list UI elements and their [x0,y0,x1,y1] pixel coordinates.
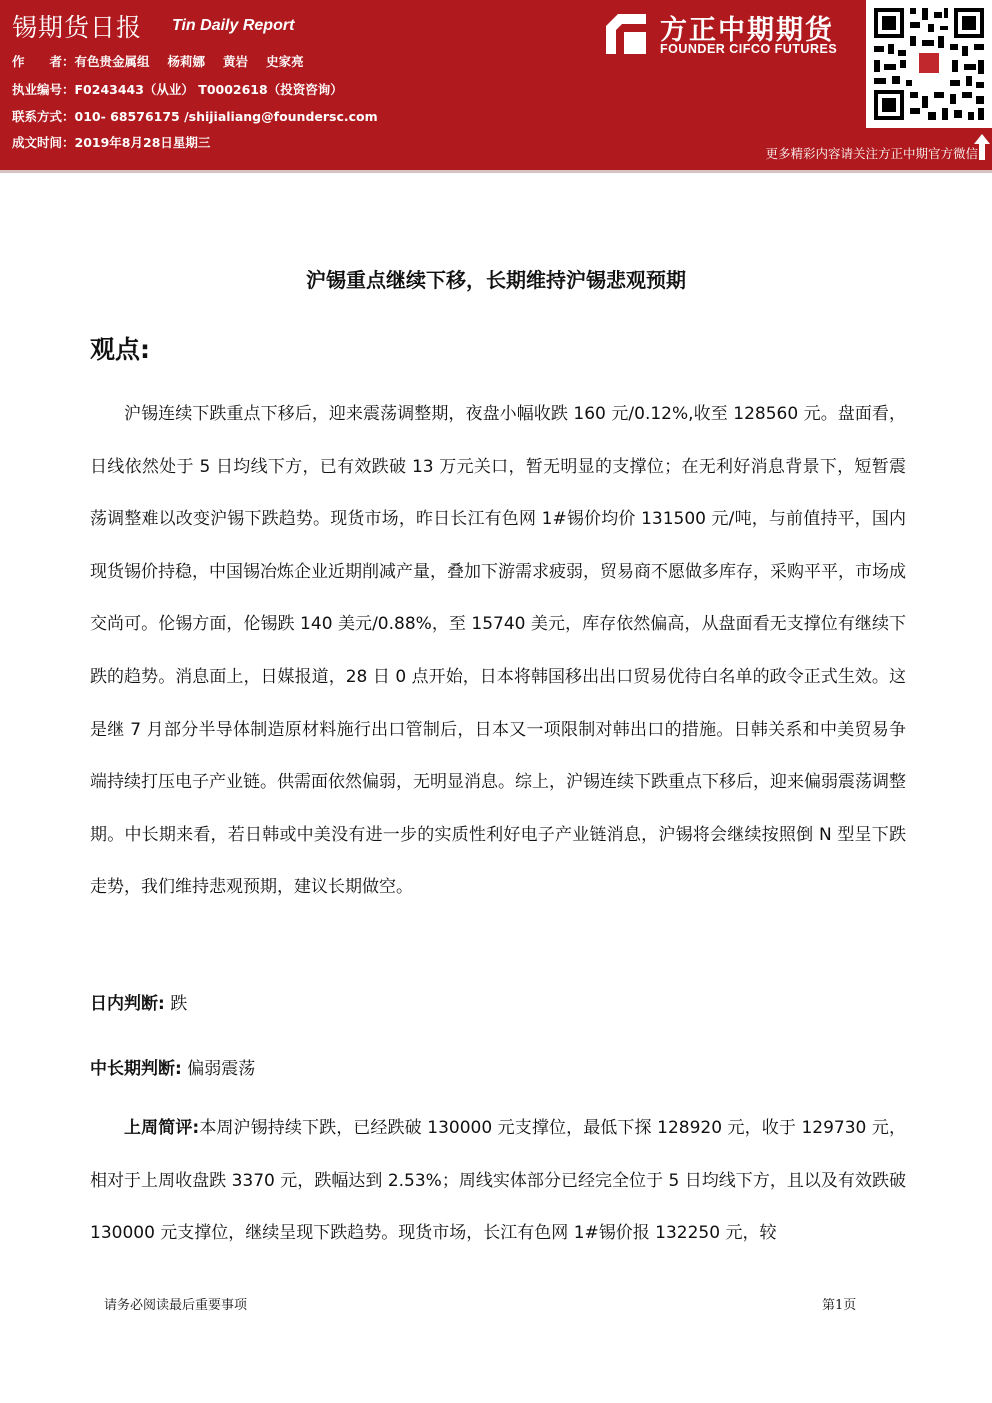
intraday-value: 跌 [170,994,188,1014]
qr-code-icon [866,0,992,128]
weekly-review-text: 本周沪锡持续下跌，已经跌破 130000 元支撑位，最低下探 128920 元，收于 129730 元，相对于上周收盘跌 3370 元，跌幅达到 2.53%；周线实体部分已经完全位于 5 日均线下方，且以及有效跌破 130000 元支撑位，继续呈现下跌趋势。现货市场，长江有色网 1#锡价报 132250 元，较 [90,1118,906,1244]
weekly-review-label: 上周简评: [124,1118,200,1138]
company-logo [604,8,854,60]
author-label: 作 者： [12,54,75,69]
longterm-judgement [90,1054,255,1079]
authors-line [12,52,322,70]
follow-wechat-text: 更多精彩内容请关注方正中期官方微信 [765,146,978,161]
contact-value: 010- 68576175 /shijialiang@foundersc.com [74,109,378,124]
section-heading: 观点: [90,335,150,364]
author-1: 杨莉娜 [167,54,206,69]
author-2: 黄岩 [223,54,249,69]
document-title: 沪锡重点继续下移，长期维持沪锡悲观预期 [306,268,686,292]
arrow-up-icon [974,134,990,160]
page-number: 第1页 [822,1298,857,1313]
logo-text-cn: 方正中期期货 [660,15,834,46]
header-divider [0,170,992,173]
contact-label: 联系方式： [12,109,75,124]
intraday-label: 日内判断: [90,994,165,1014]
date-line [12,133,228,151]
license-line [12,80,361,98]
weekly-review-paragraph [90,1102,906,1260]
footer-notice: 请务必阅读最后重要事项 [104,1298,248,1313]
contact-line [12,107,396,125]
report-header [0,0,992,170]
intraday-judgement [90,989,187,1014]
report-title-cn: 锡期货日报 [12,13,143,42]
main-paragraph: 沪锡连续下跌重点下移后，迎来震荡调整期，夜盘小幅收跌 160 元/0.12%,收至 128560 元。盘面看，日线依然处于 5 日均线下方，已有效跌破 13 万元关口，暂无明显的支撑位；在无利好消息背景下，短暂震荡调整难以改变沪锡下跌趋势。现货市场，昨日长江有色网 1#锡价均价 131500 元/吨，与前值持平，国内现货锡价持稳，中国锡冶炼企业近期削减产量，叠加下游需求疲弱，贸易商不愿做多库存，采购平平，市场成交尚可。伦锡方面，伦锡跌 140 美元/0.88%，至 15740 美元，库存依然偏高，从盘面看无支撑位有继续下跌的趋势。消息面上，日媒报道，28 日 0 点开始，日本将韩国移出出口贸易优待白名单的政令正式生效。这是继 7 月部分半导体制造原材料施行出口管制后，日本又一项限制对韩出口的措施。日韩关系和中美贸易争端持续打压电子产业链。供需面依然偏弱，无明显消息。综上，沪锡连续下跌重点下移后，迎来偏弱震荡调整期。中长期来看，若日韩或中美没有进一步的实质性利好电子产业链消息，沪锡将会继续按照倒 N 型呈下跌走势，我们维持悲观预期，建议长期做空。 [90,404,906,898]
founder-logo-icon [604,12,648,56]
author-group: 有色贵金属组 [74,54,150,69]
date-value: 2019年8月28日星期三 [74,135,211,150]
date-label: 成文时间： [12,135,75,150]
longterm-value: 偏弱震荡 [187,1059,256,1079]
license-value: F0243443（从业） T0002618（投资咨询） [74,82,343,97]
report-title-en: Tin Daily Report [172,17,295,34]
longterm-label: 中长期判断: [90,1059,182,1079]
logo-text-en: FOUNDER CIFCO FUTURES [660,42,838,56]
author-3: 史家亮 [266,54,304,69]
license-label: 执业编号： [12,82,75,97]
